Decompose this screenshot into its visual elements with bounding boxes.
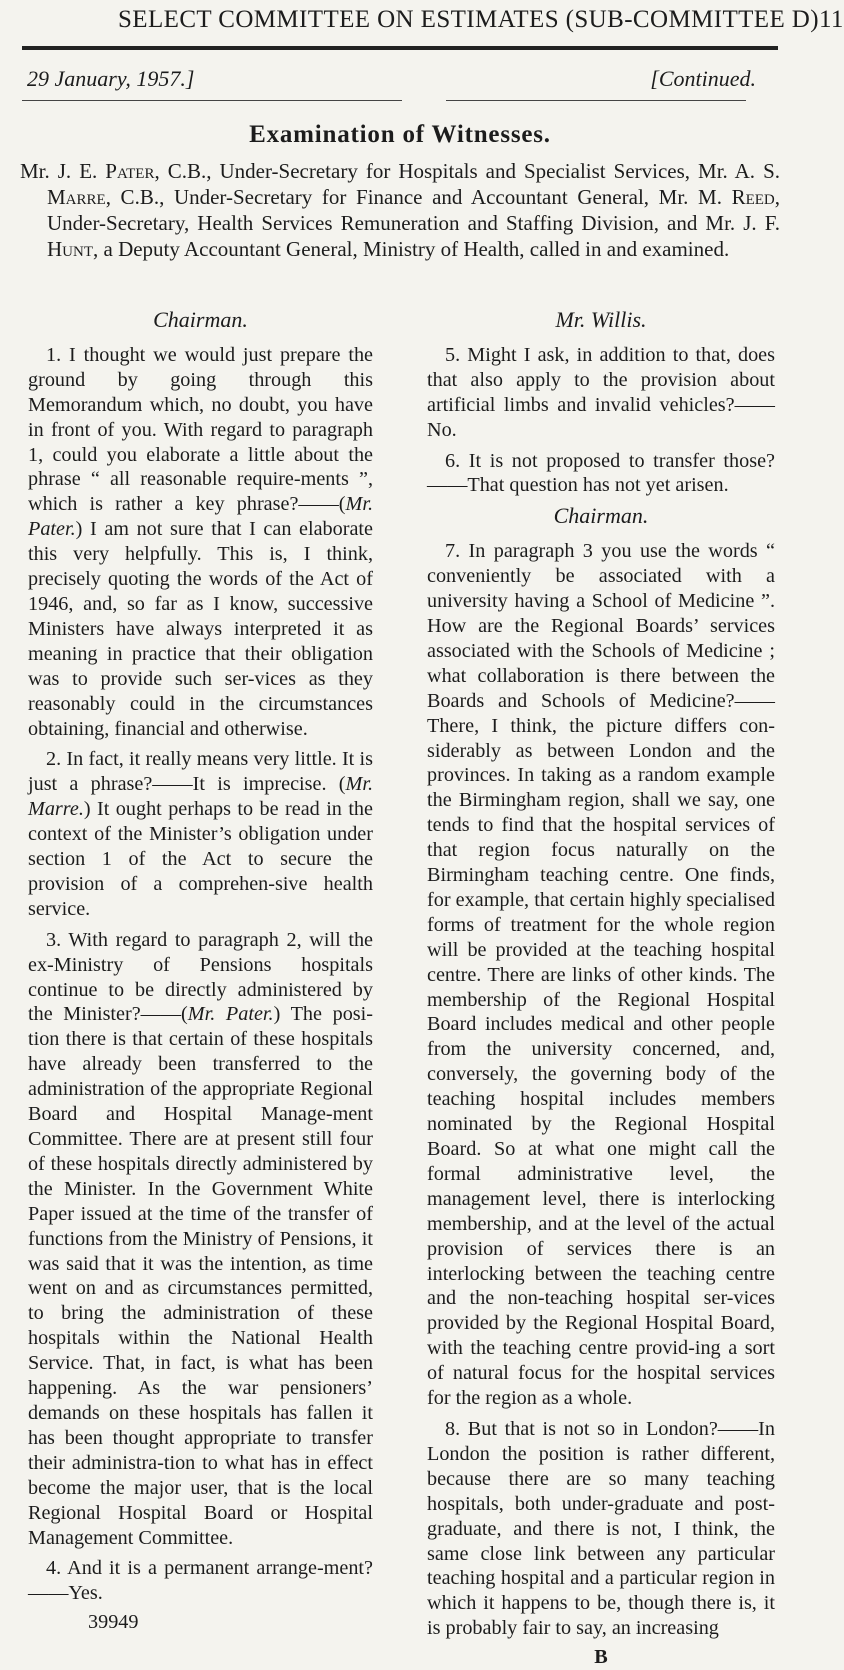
header-rule xyxy=(22,46,778,50)
question-5: 5. Might I ask, in addition to that, does that also apply to the provision about artificial limbs and invalid vehicles?——No. xyxy=(427,343,775,441)
running-title: SELECT COMMITTEE ON ESTIMATES (SUB-COMMITTEE D) xyxy=(118,6,819,33)
continued-label: [Continued. xyxy=(650,66,756,91)
print-code: 39949 xyxy=(88,1611,139,1634)
speaker-heading: Mr. Willis. xyxy=(555,307,647,332)
question-1: 1. I thought we would just prepare the ground by going through this Memorandum which, no doubt, you have in front of you. With regard to paragraph 1, could you elaborate a little about the phrase “ all reasonable require-ments ”, which is rather a key phrase?——(Mr. Pater.) I am not sure that I can elaborate this very helpfully. This is, I think, precisely quoting the words of the Act of 1946, and, so far as I know, successive Ministers have always interpreted it as meaning in practice that their obligation was to provide such ser-vices as they reasonably could in the circumstances obtaining, financial and otherwise. xyxy=(28,343,373,740)
question-6: 6. It is not proposed to transfer those?——That question has not yet arisen. xyxy=(427,449,775,497)
witness-name: Hunt xyxy=(47,237,93,261)
question-3: 3. With regard to paragraph 2, will the ex-Ministry of Pensions hospitals continue to be directly administered by the Minister?——(Mr. Pater.) The posi-tion there is that certain of these hospitals have already been transferred to the administration of the appropriate Regional Board and Hospital Manage-ment Committee. There are at present still four of these hospitals directly administered by the Minister. In the Government White Paper issued at the time of the transfer of functions from the Ministry of Pensions, it was said that it was the intention, as time went on and as circumstances permitted, to bring the administration of these hospitals within the National Health Service. That, in fact, is what has been happening. As the war pensioners’ demands on these hospitals has fallen it has been thought appropriate to transfer their administra-tion to what has in effect become the major user, that is the local Regional Hospital Board or Hospital Management Committee. xyxy=(28,928,373,1549)
left-column xyxy=(28,302,373,1641)
signature-mark: B xyxy=(594,1646,608,1669)
session-date: 29 January, 1957.] xyxy=(27,66,195,91)
witness-paragraph: Mr. J. E. Pater, C.B., Under-Secretary for Hospitals and Specialist Services, Mr. A. S. Marre, C.B., Under-Secretary for Finance and Accountant General, Mr. M. Reed, Under-Secretary, Health Services Remuneration and Staffing Division, and Mr. J. F. Hunt, a Deputy Accountant General, Ministry of Health, called in and examined. xyxy=(20,159,780,261)
witness-name: Pater xyxy=(105,159,155,183)
page-number: 11 xyxy=(818,6,844,33)
witness-list xyxy=(20,158,780,262)
section-title: Examination of Witnesses. xyxy=(249,121,551,148)
right-column xyxy=(427,302,775,1670)
witness-name: Reed xyxy=(731,185,775,209)
question-4: 4. And it is a permanent arrange-ment?——Yes. xyxy=(28,1557,373,1605)
question-8: 8. But that is not so in London?——In London the position is rather different, because there are so many teaching hospitals, both under-graduate and post-graduate, and there is not, I think, the same close link between any particular teaching hospital and a particular region in which it happens to be, though there is, it is probably fair to say, an increasing xyxy=(427,1417,775,1640)
speaker-heading: Chairman. xyxy=(553,503,649,529)
question-2: 2. In fact, it really means very little. It is just a phrase?——It is imprecise. (Mr. Marre.) It ought perhaps to be read in the context of the Minister’s obligation under section 1 of the Act to secure the provision of a comprehen-sive health service. xyxy=(28,748,373,920)
witness-name: Marre xyxy=(47,185,106,209)
speaker-heading: Chairman. xyxy=(153,307,248,332)
question-7: 7. In paragraph 3 you use the words “ conveniently be associated with a university having a School of Medicine ”. How are the Regional Boards’ services associated with the Schools of Medicine ; what collaboration is there between the Boards and Schools of Medicine?——There, I think, the picture differs con-siderably as between London and the provinces. In taking as a random example the Birmingham region, shall we say, one tends to find that the hospital services of that region focus naturally on the Birmingham teaching centre. One finds, for example, that certain highly specialised forms of treatment for the whole region will be provided at the teaching hospital centre. There are links of other kinds. The membership of the Regional Hospital Board includes medical and other people from the university concerned, and, conversely, the governing body of the teaching hospital includes members nominated by the Regional Hospital Board. So at what one might call the formal administrative level, the management level, there is interlocking membership, and at the level of the actual provision of services there is an interlocking between the teaching centre and the non-teaching hospital ser-vices provided by the Regional Hospital Board, with the teaching centre provid-ing a sort of natural focus for the hospital services for the region as a whole. xyxy=(427,540,775,1410)
divider-right xyxy=(446,100,746,101)
running-head xyxy=(118,6,844,34)
divider-left xyxy=(22,100,402,101)
